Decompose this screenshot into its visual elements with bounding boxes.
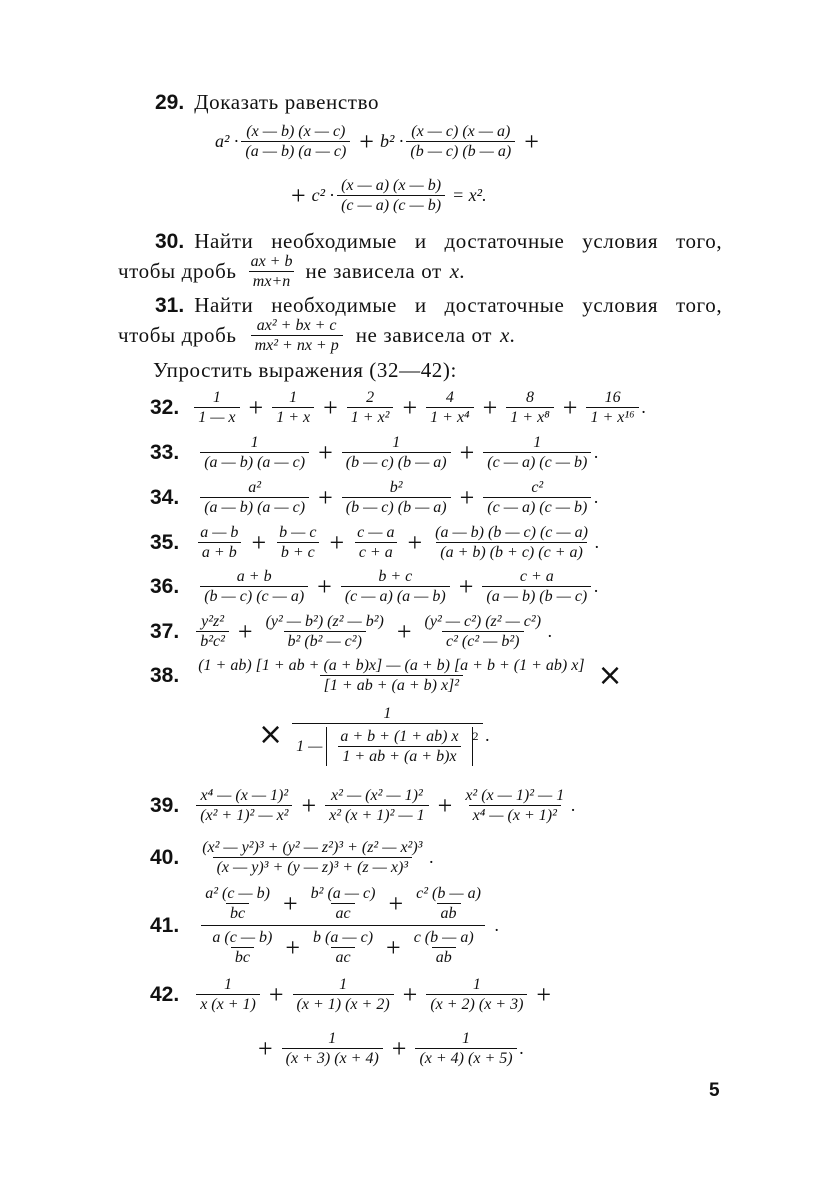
problem-36 bbox=[150, 567, 599, 606]
numerator: 16 bbox=[604, 389, 621, 406]
denominator: (b — c) (b — a) bbox=[342, 452, 451, 472]
problem-38-line2 bbox=[252, 704, 490, 766]
numerator: ax² + bx + c bbox=[256, 317, 337, 334]
page-number: 5 bbox=[709, 1080, 720, 1101]
times-sign: × bbox=[597, 657, 623, 693]
numerator: 1 bbox=[392, 434, 401, 451]
bracket bbox=[326, 727, 472, 766]
numerator: 1 bbox=[472, 976, 481, 993]
problem-number: 36. bbox=[150, 574, 180, 598]
denominator: (x + 1) (x + 2) bbox=[293, 994, 394, 1014]
problem-41 bbox=[150, 884, 499, 967]
denominator: (a — b) (a — c) bbox=[200, 497, 309, 517]
problem-31-line1 bbox=[155, 293, 725, 318]
problem-30-line2 bbox=[118, 252, 466, 291]
instruction: Упростить выражения (32—42): bbox=[153, 358, 457, 382]
problem-number: 35. bbox=[150, 530, 180, 554]
fraction bbox=[426, 388, 473, 427]
plus-sign: + bbox=[285, 932, 301, 962]
fraction bbox=[196, 523, 242, 562]
fraction bbox=[194, 388, 239, 427]
denominator: (b — c) (b — a) bbox=[342, 497, 451, 517]
plus-sign: + bbox=[301, 790, 317, 820]
problem-34 bbox=[150, 478, 599, 517]
plus-sign: + bbox=[291, 180, 306, 210]
plus-sign: + bbox=[359, 126, 374, 156]
plus-sign: + bbox=[458, 571, 474, 601]
term-lead: c² · bbox=[311, 185, 335, 205]
fraction bbox=[275, 523, 320, 562]
numerator: 1 bbox=[250, 434, 259, 451]
plus-sign: + bbox=[329, 527, 345, 557]
period: . bbox=[485, 724, 491, 745]
plus-sign: + bbox=[524, 126, 539, 156]
denominator: bc bbox=[226, 903, 249, 923]
problem-33 bbox=[150, 433, 599, 472]
denominator: (c — a) (c — b) bbox=[483, 452, 591, 472]
plus-sign: + bbox=[258, 1033, 273, 1063]
plus-sign: + bbox=[459, 437, 475, 467]
denominator: bc bbox=[231, 947, 254, 967]
plus-sign: + bbox=[459, 482, 475, 512]
fraction bbox=[292, 704, 482, 766]
denominator: ac bbox=[331, 947, 354, 967]
denominator: (b — c) (c — a) bbox=[200, 586, 308, 606]
fraction bbox=[208, 928, 276, 967]
problem-text: не зависела от bbox=[305, 259, 442, 283]
numerator: c² bbox=[531, 479, 544, 496]
denominator: ab bbox=[432, 947, 456, 967]
numerator: a + b + (1 + ab) x bbox=[340, 728, 459, 745]
plus-sign: + bbox=[268, 979, 284, 1009]
denominator: (x + 2) (x + 3) bbox=[426, 994, 527, 1014]
problem-42-line1 bbox=[150, 975, 557, 1014]
numerator: (x — a) (x — b) bbox=[341, 177, 442, 194]
denominator: (c — a) (a — b) bbox=[341, 586, 450, 606]
numerator: 8 bbox=[526, 389, 535, 406]
numerator: (x — b) (x — c) bbox=[246, 123, 346, 140]
denominator: b² (b² — c²) bbox=[284, 631, 366, 651]
plus-sign: + bbox=[248, 392, 264, 422]
fraction bbox=[342, 478, 451, 517]
denominator: b + c bbox=[277, 542, 319, 562]
fraction bbox=[431, 523, 592, 562]
problem-number: 30. bbox=[155, 229, 185, 253]
problem-text: чтобы дробь bbox=[118, 323, 237, 347]
denominator: c² (c² — b²) bbox=[442, 631, 523, 651]
problem-text: Найти необходимые и достаточные условия того, bbox=[194, 229, 723, 253]
denominator: (c — a) (c — b) bbox=[337, 195, 445, 215]
variable: x. bbox=[500, 323, 516, 347]
denominator: (b — c) (b — a) bbox=[406, 141, 515, 161]
fraction bbox=[251, 316, 343, 355]
numerator: y²z² bbox=[201, 613, 225, 630]
plus-sign: + bbox=[386, 932, 401, 962]
numerator: b (a — c) bbox=[313, 929, 374, 946]
denominator: 1 + ab + (a + b)x bbox=[338, 746, 460, 766]
period: . bbox=[429, 847, 434, 867]
problem-number: 29. bbox=[155, 90, 185, 114]
plus-sign: + bbox=[251, 527, 267, 557]
denominator: (x + 4) (x + 5) bbox=[415, 1048, 516, 1068]
numerator: c — a bbox=[357, 524, 395, 541]
plus-sign: + bbox=[237, 616, 253, 646]
fraction bbox=[325, 786, 428, 825]
denominator: (x + 3) (x + 4) bbox=[282, 1048, 383, 1068]
numerator: a — b bbox=[200, 524, 239, 541]
fraction bbox=[272, 388, 314, 427]
term-lead: b² · bbox=[379, 131, 404, 151]
denominator: [1 + ab + (a + b) x]² bbox=[320, 675, 463, 695]
denominator: a + b bbox=[198, 542, 241, 562]
fraction bbox=[461, 786, 568, 825]
numerator: a² bbox=[248, 479, 262, 496]
numerator: ax + b bbox=[250, 253, 293, 270]
denominator: 1 + x bbox=[272, 407, 314, 427]
period: . bbox=[594, 532, 600, 552]
fraction bbox=[410, 928, 478, 967]
period: . bbox=[571, 795, 576, 815]
plus-sign: + bbox=[402, 979, 418, 1009]
fraction bbox=[307, 884, 380, 923]
problem-30-line1 bbox=[155, 229, 725, 254]
result: = x². bbox=[452, 185, 487, 205]
numerator: a + b bbox=[236, 568, 272, 585]
problem-38-line1 bbox=[150, 656, 629, 695]
problem-text: не зависела от bbox=[355, 323, 493, 347]
times-sign: × bbox=[258, 717, 284, 752]
period: . bbox=[594, 487, 599, 507]
problem-text: Найти необходимые и достаточные условия того, bbox=[194, 293, 723, 317]
fraction bbox=[483, 433, 591, 472]
term-lead: a² · bbox=[215, 131, 239, 151]
numerator: 1 bbox=[212, 389, 221, 406]
denominator: c + a bbox=[355, 542, 397, 562]
period: . bbox=[519, 1038, 525, 1058]
denominator: mx+n bbox=[249, 271, 294, 291]
numerator: b² bbox=[389, 479, 403, 496]
problem-number: 38. bbox=[150, 663, 180, 687]
numerator: b² (a — c) bbox=[310, 885, 376, 902]
problem-35 bbox=[150, 523, 599, 562]
period: . bbox=[641, 397, 647, 417]
problem-29-heading bbox=[155, 90, 379, 115]
denominator: (a — b) (a — c) bbox=[241, 141, 350, 161]
denominator: x² (x + 1)² — 1 bbox=[325, 805, 428, 825]
problem-text: Доказать равенство bbox=[194, 90, 380, 114]
fraction bbox=[426, 975, 527, 1014]
denominator-lead: 1 — bbox=[296, 738, 323, 755]
numerator: (1 + ab) [1 + ab + (a + b)x] — (a + b) [a + b + (1 + ab) x] bbox=[198, 657, 585, 674]
fraction bbox=[347, 388, 394, 427]
plus-sign: + bbox=[391, 1033, 407, 1063]
fraction bbox=[196, 786, 292, 825]
denominator bbox=[201, 925, 484, 967]
exponent: 2 bbox=[472, 729, 479, 743]
problem-number: 41. bbox=[150, 913, 180, 937]
variable: x. bbox=[449, 259, 466, 283]
plus-sign: + bbox=[482, 392, 498, 422]
denominator: 1 — x bbox=[194, 407, 239, 427]
denominator: 1 + x⁸ bbox=[506, 407, 553, 427]
numerator: x⁴ — (x — 1)² bbox=[200, 787, 289, 804]
fraction bbox=[482, 567, 591, 606]
numerator: a² (c — b) bbox=[205, 885, 270, 902]
fraction bbox=[194, 656, 588, 695]
denominator: (c — a) (c — b) bbox=[483, 497, 591, 517]
denominator: ac bbox=[331, 903, 354, 923]
fraction bbox=[200, 567, 308, 606]
plus-sign: + bbox=[407, 527, 423, 557]
fraction bbox=[247, 252, 297, 291]
numerator: 1 bbox=[328, 1030, 337, 1047]
problem-number: 33. bbox=[150, 440, 180, 464]
numerator: 1 bbox=[339, 976, 348, 993]
denominator: ab bbox=[437, 903, 461, 923]
numerator: c (b — a) bbox=[413, 929, 474, 946]
fraction bbox=[421, 612, 545, 651]
numerator: a (c — b) bbox=[212, 929, 273, 946]
problem-32 bbox=[150, 388, 646, 427]
problem-number: 42. bbox=[150, 982, 180, 1006]
fraction bbox=[200, 478, 309, 517]
denominator: (x — y)³ + (y — z)³ + (z — x)³ bbox=[213, 857, 413, 877]
problem-40 bbox=[150, 838, 434, 877]
numerator bbox=[194, 884, 492, 925]
plus-sign: + bbox=[282, 888, 298, 918]
numerator: b + c bbox=[378, 568, 413, 585]
denominator: 1 + x¹⁶ bbox=[586, 407, 638, 427]
problem-number: 31. bbox=[155, 293, 185, 317]
denominator: 1 + x² bbox=[347, 407, 394, 427]
plus-sign: + bbox=[437, 790, 453, 820]
denominator: x (x + 1) bbox=[196, 994, 260, 1014]
fraction bbox=[415, 1029, 516, 1068]
plus-sign: + bbox=[318, 437, 333, 467]
period: . bbox=[594, 442, 599, 462]
numerator: (y² — b²) (z² — b²) bbox=[265, 613, 384, 630]
numerator: (x² — y²)³ + (y² — z²)³ + (z² — x²)³ bbox=[202, 839, 423, 856]
problem-29-line1 bbox=[215, 122, 545, 161]
numerator: 1 bbox=[462, 1030, 470, 1047]
fraction bbox=[196, 612, 229, 651]
problem-number: 39. bbox=[150, 793, 180, 817]
period: . bbox=[494, 915, 500, 935]
fraction bbox=[198, 838, 426, 877]
plus-sign: + bbox=[317, 571, 332, 601]
denominator: (x² + 1)² — x² bbox=[196, 805, 292, 825]
fraction bbox=[200, 433, 309, 472]
fraction bbox=[241, 122, 350, 161]
period: . bbox=[548, 621, 553, 641]
numerator: (y² — c²) (z² — c²) bbox=[424, 613, 542, 630]
fraction bbox=[483, 478, 591, 517]
plus-sign: + bbox=[536, 979, 552, 1009]
compound-fraction bbox=[194, 884, 492, 967]
numerator: b — c bbox=[279, 524, 317, 541]
inner-fraction bbox=[336, 727, 462, 766]
denominator: b²c² bbox=[196, 631, 229, 651]
numerator: c + a bbox=[519, 568, 554, 585]
denominator bbox=[292, 723, 482, 766]
fraction bbox=[201, 884, 274, 923]
fraction bbox=[342, 433, 451, 472]
fraction bbox=[506, 388, 553, 427]
numerator: x² — (x² — 1)² bbox=[331, 787, 423, 804]
fraction bbox=[309, 928, 377, 967]
fraction bbox=[341, 567, 450, 606]
numerator: 1 bbox=[533, 434, 542, 451]
problem-42-line2 bbox=[252, 1029, 524, 1068]
fraction bbox=[412, 884, 485, 923]
numerator: 1 bbox=[383, 705, 392, 722]
numerator: (x — c) (x — a) bbox=[411, 123, 511, 140]
denominator: mx² + nx + p bbox=[251, 335, 343, 355]
fraction bbox=[282, 1029, 383, 1068]
fraction bbox=[586, 388, 638, 427]
problem-39 bbox=[150, 786, 576, 825]
numerator: x² (x — 1)² — 1 bbox=[465, 787, 565, 804]
problem-37 bbox=[150, 612, 553, 651]
fraction bbox=[293, 975, 394, 1014]
fraction bbox=[196, 975, 260, 1014]
problem-number: 40. bbox=[150, 845, 180, 869]
problem-number: 37. bbox=[150, 619, 180, 643]
plus-sign: + bbox=[388, 888, 404, 918]
numerator: c² (b — a) bbox=[416, 885, 481, 902]
problem-29-line2 bbox=[285, 176, 487, 215]
denominator: (a — b) (a — c) bbox=[200, 452, 309, 472]
problem-31-line2 bbox=[118, 316, 516, 355]
denominator: (a — b) (b — c) bbox=[482, 586, 591, 606]
numerator: 2 bbox=[366, 389, 375, 406]
fraction bbox=[337, 176, 445, 215]
denominator: (a + b) (b + c) (c + a) bbox=[436, 542, 587, 562]
numerator: (a — b) (b — c) (c — a) bbox=[435, 524, 588, 541]
plus-sign: + bbox=[318, 482, 333, 512]
fraction bbox=[262, 612, 388, 651]
numerator: 1 bbox=[289, 389, 298, 406]
fraction bbox=[406, 122, 515, 161]
numerator: 4 bbox=[445, 389, 454, 406]
fraction bbox=[353, 523, 398, 562]
plus-sign: + bbox=[323, 392, 338, 422]
plus-sign: + bbox=[562, 392, 578, 422]
problem-number: 32. bbox=[150, 395, 180, 419]
denominator: x⁴ — (x + 1)² bbox=[469, 805, 561, 825]
problem-number: 34. bbox=[150, 485, 180, 509]
plus-sign: + bbox=[396, 616, 412, 646]
problem-text: чтобы дробь bbox=[118, 259, 237, 283]
plus-sign: + bbox=[402, 392, 418, 422]
numerator: 1 bbox=[224, 976, 233, 993]
period: . bbox=[594, 576, 599, 596]
denominator: 1 + x⁴ bbox=[426, 407, 473, 427]
